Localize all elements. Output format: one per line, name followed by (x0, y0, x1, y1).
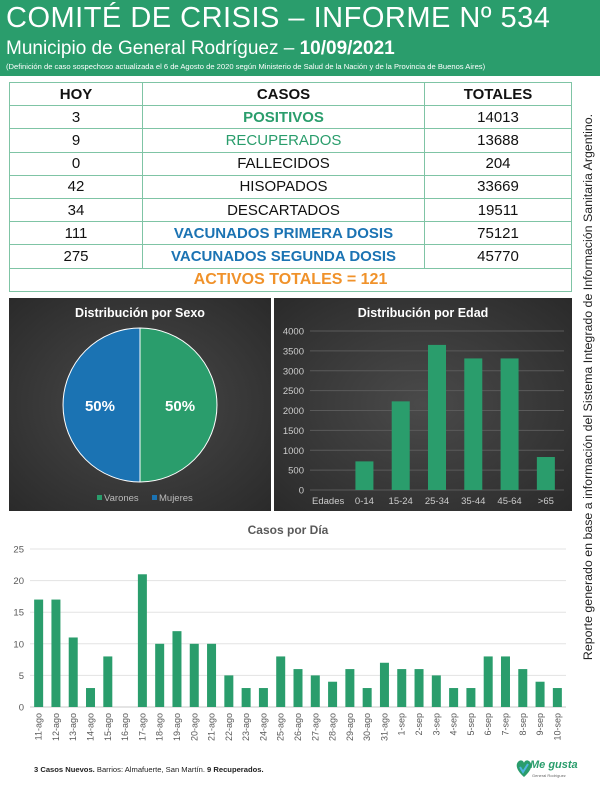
source-note (578, 90, 598, 684)
cell-caso: RECUPERADOS (143, 129, 425, 152)
cell-hoy: 3 (10, 106, 143, 129)
x-tick-label: 16-ago (120, 713, 131, 742)
bar-26-ago (294, 669, 303, 707)
x-tick-label: 22-ago (223, 713, 234, 742)
bar-15-ago (103, 656, 112, 707)
bar-1-sep (397, 669, 406, 707)
x-tick-label: 45-64 (497, 496, 522, 507)
x-tick-label: 9-sep (535, 713, 546, 736)
cell-hoy: 9 (10, 129, 143, 152)
x-tick-label: 24-ago (258, 713, 269, 742)
header-totales: TOTALES (425, 83, 572, 106)
x-tick-label: 11-ago (33, 713, 44, 741)
chart-title-sexo: Distribución por Sexo (75, 306, 205, 320)
table-row (10, 222, 572, 245)
bar-5-sep (466, 688, 475, 707)
x-tick-label: 15-ago (102, 713, 113, 742)
x-tick-label: 4-sep (448, 713, 459, 736)
cell-total: 204 (425, 152, 572, 175)
y-tick-label: 5 (18, 670, 24, 682)
cell-caso: FALLECIDOS (143, 152, 425, 175)
cell-hoy: 42 (10, 175, 143, 198)
stats-table (9, 82, 572, 292)
cell-total: 13688 (425, 129, 572, 152)
table-row (10, 245, 572, 268)
bar-6-sep (484, 656, 493, 707)
bar-22-ago (224, 675, 233, 707)
cell-caso: VACUNADOS PRIMERA DOSIS (143, 222, 425, 245)
y-tick-label: 2500 (282, 386, 304, 398)
cell-caso: DESCARTADOS (143, 198, 425, 221)
x-tick-label: 5-sep (465, 713, 476, 736)
x-tick-label: 35-44 (461, 496, 486, 507)
y-tick-label: 25 (13, 544, 24, 556)
cell-total: 33669 (425, 175, 572, 198)
y-tick-label: 3000 (282, 366, 304, 378)
x-tick-label: 25-34 (424, 496, 450, 507)
bar-35-44 (464, 358, 482, 490)
x-tick-label: 27-ago (310, 713, 321, 742)
casos-nuevos: 3 Casos Nuevos. (34, 765, 95, 774)
definition-note: (Definición de caso sospechoso actualizada el 6 de Agosto de 2020 según Ministerio de Salud de la Nación y de la Provincia de Buenos Aires) (6, 62, 486, 71)
bar-19-ago (172, 631, 181, 707)
y-tick-label: 20 (13, 576, 24, 588)
bar-7-sep (501, 656, 510, 707)
x-tick-label: 30-ago (362, 713, 373, 742)
cell-hoy: 34 (10, 198, 143, 221)
y-tick-label: 1500 (282, 425, 304, 437)
x-tick-label: 15-24 (388, 496, 413, 507)
y-tick-label: 3500 (282, 346, 304, 358)
x-tick-label: 14-ago (85, 713, 96, 742)
chart-panel-sexo (9, 298, 271, 511)
x-tick-label: 31-ago (379, 713, 390, 742)
y-tick-label: 10 (13, 639, 24, 651)
cell-caso: POSITIVOS (143, 106, 425, 129)
x-tick-label: 29-ago (344, 713, 355, 742)
y-tick-label: 1000 (282, 445, 304, 457)
x-tick-label: 10-sep (552, 713, 563, 741)
cell-total: 75121 (425, 222, 572, 245)
report-title: COMITÉ DE CRISIS – INFORME Nº 534 (6, 2, 551, 34)
recuperados-note: 9 Recuperados. (207, 765, 264, 774)
bar-0-14 (355, 461, 373, 490)
logo-subtext: General Rodríguez (532, 773, 566, 778)
bar->65 (537, 457, 555, 490)
legend-label-varones: Varones (104, 493, 139, 504)
cell-hoy: 111 (10, 222, 143, 245)
bar-24-ago (259, 688, 268, 707)
bar-12-ago (51, 600, 60, 707)
bar-18-ago (155, 644, 164, 707)
x-tick-label: 17-ago (137, 713, 148, 742)
activos-totales: ACTIVOS TOTALES = 121 (10, 268, 572, 291)
x-axis-label: Edades (312, 496, 345, 507)
y-tick-label: 15 (13, 607, 24, 619)
y-tick-label: 500 (288, 465, 304, 477)
x-tick-label: 1-sep (396, 713, 407, 736)
bar-3-sep (432, 675, 441, 707)
x-tick-label: 0-14 (354, 496, 374, 507)
bar-45-64 (501, 358, 519, 490)
y-tick-label: 0 (18, 702, 24, 714)
y-tick-label: 4000 (282, 326, 304, 338)
cell-total: 14013 (425, 106, 572, 129)
bar-8-sep (518, 669, 527, 707)
x-tick-label: 25-ago (275, 713, 286, 742)
x-tick-label: 23-ago (241, 713, 252, 742)
bar-4-sep (449, 688, 458, 707)
pie-chart-sexo (9, 298, 271, 511)
x-tick-label: 6-sep (483, 713, 494, 736)
report-subtitle (6, 38, 395, 60)
bar-chart-casos-por-dia (0, 518, 576, 750)
bar-29-ago (345, 669, 354, 707)
logo-text: Me gusta (530, 759, 578, 771)
x-tick-label: 7-sep (500, 713, 511, 736)
table-row (10, 175, 572, 198)
y-tick-label: 2000 (282, 406, 304, 417)
y-tick-label: 0 (298, 485, 304, 497)
table-row (10, 198, 572, 221)
bar-11-ago (34, 600, 43, 707)
legend-label-mujeres: Mujeres (159, 493, 193, 504)
x-tick-label: 12-ago (50, 713, 61, 742)
x-tick-label: 2-sep (414, 713, 425, 736)
bar-23-ago (242, 688, 251, 707)
bar-25-34 (428, 345, 446, 490)
bar-9-sep (536, 682, 545, 707)
bar-25-ago (276, 656, 285, 707)
bar-chart-edad (274, 298, 572, 511)
source-note-text: Reporte generado en base a información del Sistema Integrado de Información Sanitaria Argentino. (581, 113, 595, 661)
x-tick-label: 3-sep (431, 713, 442, 736)
x-tick-label: 18-ago (154, 713, 165, 742)
bar-20-ago (190, 644, 199, 707)
cell-total: 45770 (425, 245, 572, 268)
table-row (10, 152, 572, 175)
chart-title-casos-por-dia: Casos por Día (247, 523, 329, 537)
legend-swatch-varones (97, 495, 102, 500)
cell-total: 19511 (425, 198, 572, 221)
cell-caso: HISOPADOS (143, 175, 425, 198)
cell-caso: VACUNADOS SEGUNDA DOSIS (143, 245, 425, 268)
bar-10-sep (553, 688, 562, 707)
footer-note (34, 765, 264, 774)
bar-27-ago (311, 675, 320, 707)
bar-2-sep (415, 669, 424, 707)
table-row (10, 129, 572, 152)
bar-21-ago (207, 644, 216, 707)
bar-17-ago (138, 574, 147, 707)
report-date: 10/09/2021 (299, 38, 395, 59)
header-casos: CASOS (143, 83, 425, 106)
bar-30-ago (363, 688, 372, 707)
cell-hoy: 275 (10, 245, 143, 268)
bar-13-ago (69, 637, 78, 707)
x-tick-label: >65 (537, 496, 554, 507)
chart-panel-edad (274, 298, 572, 511)
table-header-row (10, 83, 572, 106)
legend-swatch-mujeres (152, 495, 157, 500)
x-tick-label: 26-ago (293, 713, 303, 742)
barrios: Barrios: Almafuerte, San Martín. (94, 765, 208, 774)
bar-15-24 (392, 401, 410, 490)
bar-31-ago (380, 663, 389, 707)
header-hoy: HOY (10, 83, 143, 106)
bar-14-ago (86, 688, 95, 707)
x-tick-label: 28-ago (327, 713, 338, 742)
pie-label-varones: 50% (165, 398, 196, 415)
x-tick-label: 20-ago (189, 713, 200, 742)
municipio-label: Municipio de General Rodríguez – (6, 38, 300, 59)
x-tick-label: 8-sep (517, 713, 528, 736)
bar-28-ago (328, 682, 337, 707)
x-tick-label: 13-ago (68, 713, 79, 742)
report-header (0, 0, 600, 76)
x-tick-label: 21-ago (206, 713, 217, 742)
table-row (10, 106, 572, 129)
me-gusta-logo (514, 755, 578, 791)
x-tick-label: 19-ago (171, 713, 182, 742)
pie-label-mujeres: 50% (84, 398, 115, 415)
chart-title-edad: Distribución por Edad (357, 306, 489, 320)
cell-hoy: 0 (10, 152, 143, 175)
activos-row (10, 268, 572, 291)
